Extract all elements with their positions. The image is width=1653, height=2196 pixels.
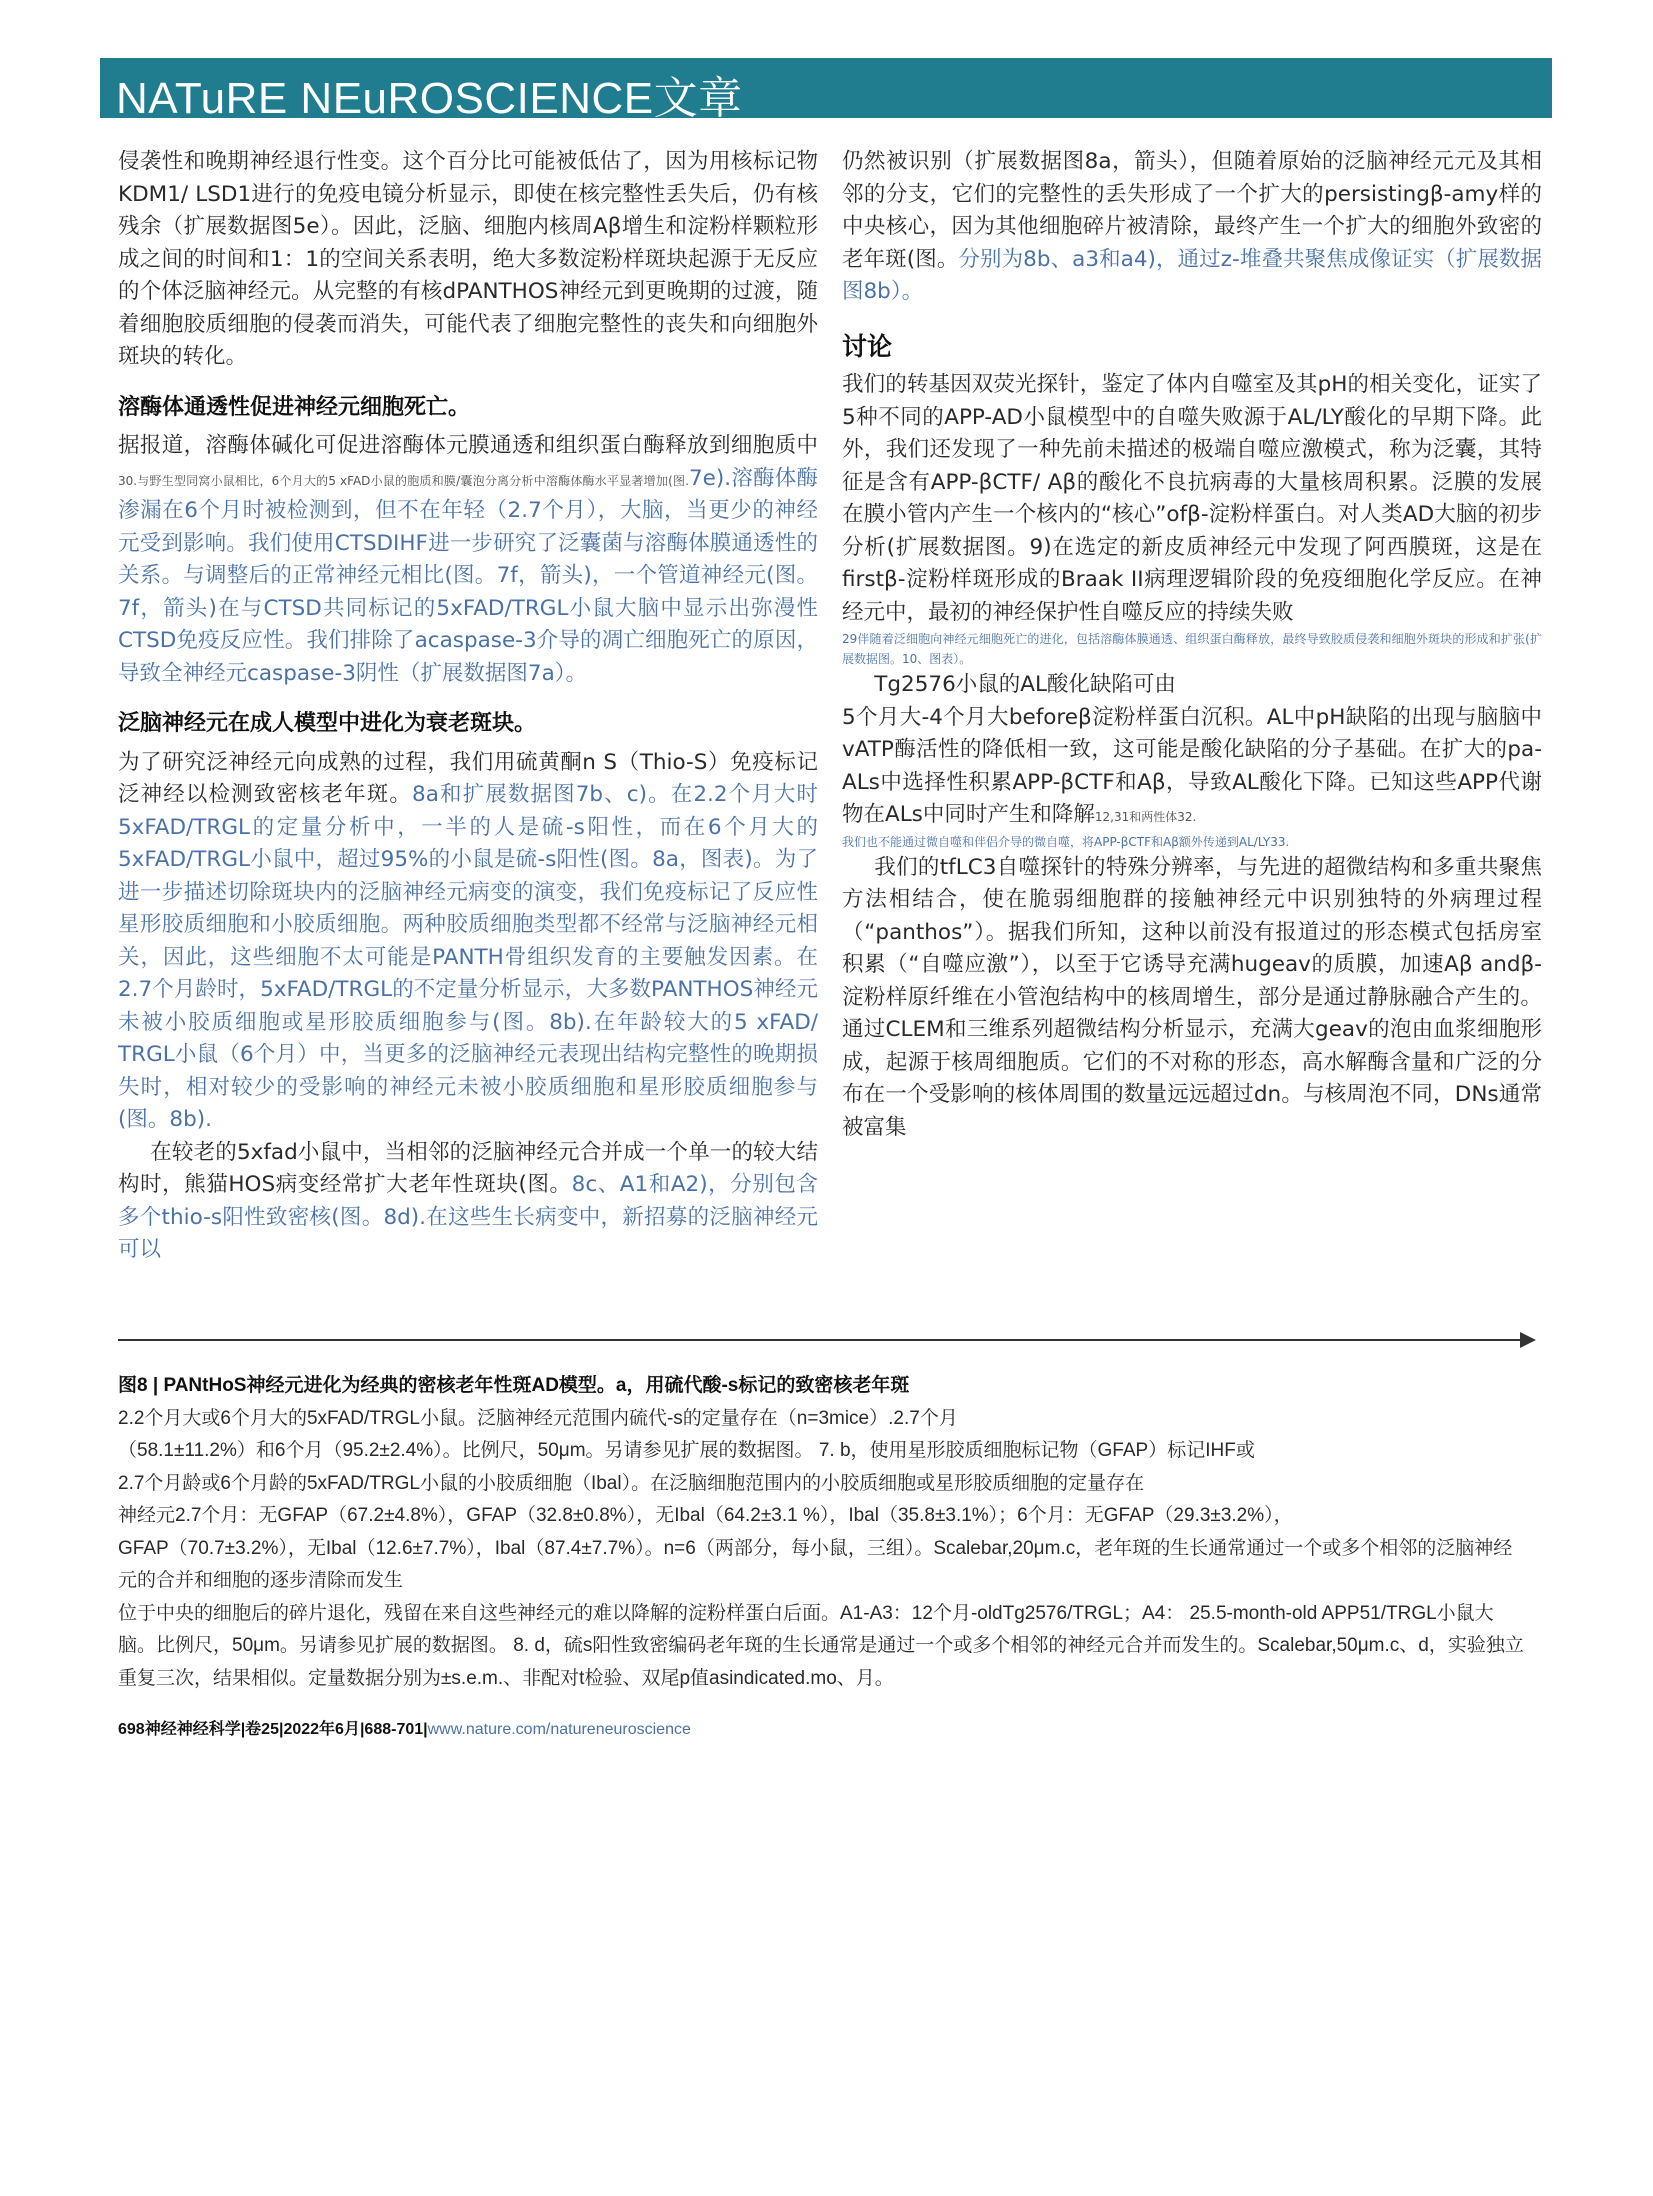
paragraph-text: 分别为8b、a3和a4)，通过z-堆叠共聚焦成像证实（扩展数据图8b）。 bbox=[842, 246, 1543, 304]
figure-caption bbox=[118, 1370, 1528, 1695]
paragraph bbox=[842, 146, 1542, 309]
arrow-right-icon bbox=[1520, 1332, 1536, 1348]
journal-title: NATuRE NEuROSCIENCE文章 bbox=[116, 74, 743, 123]
paragraph bbox=[118, 430, 818, 690]
paragraph-text: 为了研究泛神经元向成熟的过程，我们用硫黄酮n S（Thio-S）免疫标记泛神经以检测致密核老年斑。 bbox=[118, 749, 818, 807]
caption-title: 图8 | PANtHoS神经元进化为经典的密核老年性斑AD模型。a，用硫代酸-s标记的致密核老年斑 bbox=[118, 1375, 910, 1396]
left-column bbox=[118, 146, 818, 1267]
small-note: 29伴随着泛细胞向神经元细胞死亡的进化，包括溶酶体膜通透、组织蛋白酶释放，最终导致胶质侵袭和细胞外斑块的形成和扩张(扩展数据图。10、图表）。 bbox=[842, 632, 1542, 666]
paragraph: 我们的转基因双荧光探针，鉴定了体内自噬室及其pH的相关变化，证实了5种不同的APP-AD小鼠模型中的自噬失败源于AL/LY酸化的早期下降。此外，我们还发现了一种先前未描述的极端自噬应激模式，称为泛囊，其特征是含有APP-βCTF/ Aβ的酸化不良抗病毒的大量核周积累。泛膜的发展在膜小管内产生一个核内的“核心”ofβ-淀粉样蛋白。对人类AD大脑的初步分析(扩展数据图。9)在选定的新皮质神经元中发现了阿西膜斑，这是在firstβ-淀粉样斑形成的Braak II病理逻辑阶段的免疫细胞化学反应。在神经元中，最初的神经保护性自噬反应的持续失败 bbox=[842, 372, 1542, 625]
inline-note: 30.与野生型同窝小鼠相比，6个月大的5 xFAD小鼠的胞质和膜/囊泡分离分析中溶酶体酶水平显著增加(图. bbox=[118, 473, 689, 488]
footer-link[interactable]: www.nature.com/natureneuroscience bbox=[427, 1721, 691, 1738]
paragraph: 侵袭性和晚期神经退行性变。这个百分比可能被低估了，因为用核标记物KDM1/ LSD1进行的免疫电镜分析显示，即使在核完整性丢失后，仍有核残余（扩展数据图5e）。因此，泛脑、细胞内核周Aβ增生和淀粉样颗粒形成之间的时间和1：1的空间关系表明，绝大多数淀粉样斑块起源于无反应的个体泛脑神经元。从完整的有核dPANTHOS神经元到更晚期的过渡，随着细胞胶质细胞的侵袭而消失，可能代表了细胞完整性的丧失和向细胞外斑块的转化。 bbox=[118, 149, 818, 369]
paragraph bbox=[118, 1137, 818, 1267]
caption-line: （58.1±11.2%）和6个月（95.2±2.4%）。比例尺，50μm。另请参见扩展的数据图。 7. b，使用星形胶质细胞标记物（GFAP）标记IHF或 bbox=[118, 1440, 1255, 1461]
section-heading: 讨论 bbox=[842, 331, 893, 361]
paragraph-text: 仍然被识别（扩展数据图8a，箭头），但随着原始的泛脑神经元元及其相邻的分支，它们的完整性的丢失形成了一个扩大的persistingβ-amy样的中央核心，因为其他细胞碎片被清除，最终产生一个扩大的细胞外致密的老年斑(图。 bbox=[842, 149, 1542, 272]
caption-line: 2.2个月大或6个月大的5xFAD/TRGL小鼠。泛脑神经元范围内硫代-s的定量存在（n=3mice）.2.7个月 bbox=[118, 1407, 958, 1429]
paragraph bbox=[118, 747, 818, 1137]
paragraph-text: 7e).溶酶体酶渗漏在6个月时被检测到，但不在年轻（2.7个月），大脑，当更少的神经元受到影响。我们使用CTSDIHF进一步研究了泛囊菌与溶酶体膜通透性的关系。与调整后的正常神经元相比(图。7f，箭头)，一个管道神经元(图。 7f，箭头)在与CTSD共同标记的5xFAD/TRGL小鼠大脑中显示出弥漫性CTSD免疫反应性。我们排除了acaspase-3介导的凋亡细胞死亡的原因，导致全神经元caspase-3阴性（扩展数据图7a）。 bbox=[118, 465, 818, 686]
page-footer bbox=[118, 1716, 691, 1739]
small-note: 我们也不能通过微自噬和伴侣介导的微自噬，将APP-βCTF和Aβ额外传递到AL/LY33. bbox=[842, 834, 1290, 849]
caption-line: GFAP（70.7±3.2%），无Ibal（12.6±7.7%），Ibal（87.4±7.7%）。n=6（两部分，每小鼠，三组）。Scalebar,20μm.c，老年斑的生长通常通过一个或多个相邻的泛脑神经元的合并和细胞的逐步清除而发生 bbox=[118, 1537, 1513, 1591]
paragraph-text: 8a和扩展数据图7b、c)。在2.2个月大时5xFAD/TRGL的定量分析中，一半的人是硫-s阳性，而在6个月大的5xFAD/TRGL小鼠中，超过95%的小鼠是硫-s阳性(图。8a，图表)。为了进一步描述切除斑块内的泛脑神经元病变的演变，我们免疫标记了反应性星形胶质细胞和小胶质细胞。两种胶质细胞类型都不经常与泛脑神经元相关，因此，这些细胞不太可能是PANTH骨组织发育的主要触发因素。在2.7个月龄时，5xFAD/TRGL的不定量分析显示，大多数PANTHOS神经元未被小胶质细胞或星形胶质细胞参与(图。8b).在年龄较大的5 xFAD/ TRGL小鼠（6个月）中，当更多的泛脑神经元表现出结构完整性的晚期损失时，相对较少的受影响的神经元未被小胶质细胞和星形胶质细胞参与(图。8b). bbox=[118, 782, 818, 1132]
paragraph bbox=[842, 702, 1542, 832]
section-heading: 溶酶体通透性促进神经元细胞死亡。 bbox=[118, 394, 471, 420]
caption-line: 位于中央的细胞后的碎片退化，残留在来自这些神经元的难以降解的淀粉样蛋白后面。A1-A3：12个月-oldTg2576/TRGL；A4： 25.5-month-old APP51/TRGL小鼠大脑。比例尺，50μm。另请参见扩展的数据图。 8. d，硫s阳性致密编码老年斑的生长通常是通过一个或多个相邻的神经元合并而发生的。Scalebar,50μm.c、d，实验独立重复三次，结果相似。定量数据分别为±s.e.m.、非配对t检验、双尾p值asindicated.mo、月。 bbox=[118, 1602, 1524, 1689]
paragraph: 我们的tfLC3自噬探针的特殊分辨率，与先进的超微结构和多重共聚焦方法相结合，使在脆弱细胞群的接触神经元中识别独特的外病理过程（“panthos”）。据我们所知，这种以前没有报道过的形态模式包括房室积累（“自噬应激”），以至于它诱导充满hugeav的质膜，加速Aβ andβ-淀粉样原纤维在小管泡结构中的核周增生，部分是通过静脉融合产生的。通过CLEM和三维系列超微结构分析显示，充满大geav的泡由血浆细胞形成，起源于核周细胞质。它们的不对称的形态，高水解酶含量和广泛的分布在一个受影响的核体周围的数量远远超过dn。与核周泡不同，DNs通常被富集 bbox=[842, 854, 1542, 1140]
caption-line: 2.7个月龄或6个月龄的5xFAD/TRGL小鼠的小胶质细胞（Ibal）。在泛脑细胞范围内的小胶质细胞或星形胶质细胞的定量存在 bbox=[118, 1472, 1145, 1494]
footer-citation: 698神经神经科学|卷25|2022年6月|688-701| bbox=[118, 1721, 428, 1738]
inline-note: 12,31和两性体32. bbox=[1094, 810, 1197, 824]
journal-header-bar bbox=[100, 58, 1552, 123]
paragraph-text: 在较老的5xfad小鼠中，当相邻的泛脑神经元合并成一个单一的较大结构时，熊猫HOS病变经常扩大老年性斑块(图。 bbox=[118, 1139, 818, 1197]
paragraph-text: 据报道，溶酶体碱化可促进溶酶体元膜通透和组织蛋白酶释放到细胞质中 bbox=[118, 433, 818, 458]
paragraph-text: 5个月大-4个月大beforeβ淀粉样蛋白沉积。AL中pH缺陷的出现与脑脑中vATP酶活性的降低相一致，这可能是酸化缺陷的分子基础。在扩大的pa- ALs中选择性积累APP-βCTF和Aβ，导致AL酸化下降。已知这些APP代谢物在ALs中同时产生和降解 bbox=[842, 704, 1542, 827]
caption-line: 神经元2.7个月：无GFAP（67.2±4.8%），GFAP（32.8±0.8%），无Ibal（64.2±3.1 %），Ibal（35.8±3.1%）；6个月：无GFAP（29.3±3.2%）， bbox=[118, 1505, 1293, 1526]
section-heading: 泛脑神经元在成人模型中进化为衰老斑块。 bbox=[118, 711, 537, 736]
paragraph: Tg2576小鼠的AL酸化缺陷可由 bbox=[874, 672, 1176, 697]
right-column bbox=[842, 146, 1542, 1144]
paragraph-text: 8c、A1和A2)，分别包含多个thio-s阳性致密核(图。8d).在这些生长病变中，新招募的泛脑神经元可以 bbox=[118, 1172, 818, 1262]
caption-divider bbox=[118, 1339, 1526, 1341]
